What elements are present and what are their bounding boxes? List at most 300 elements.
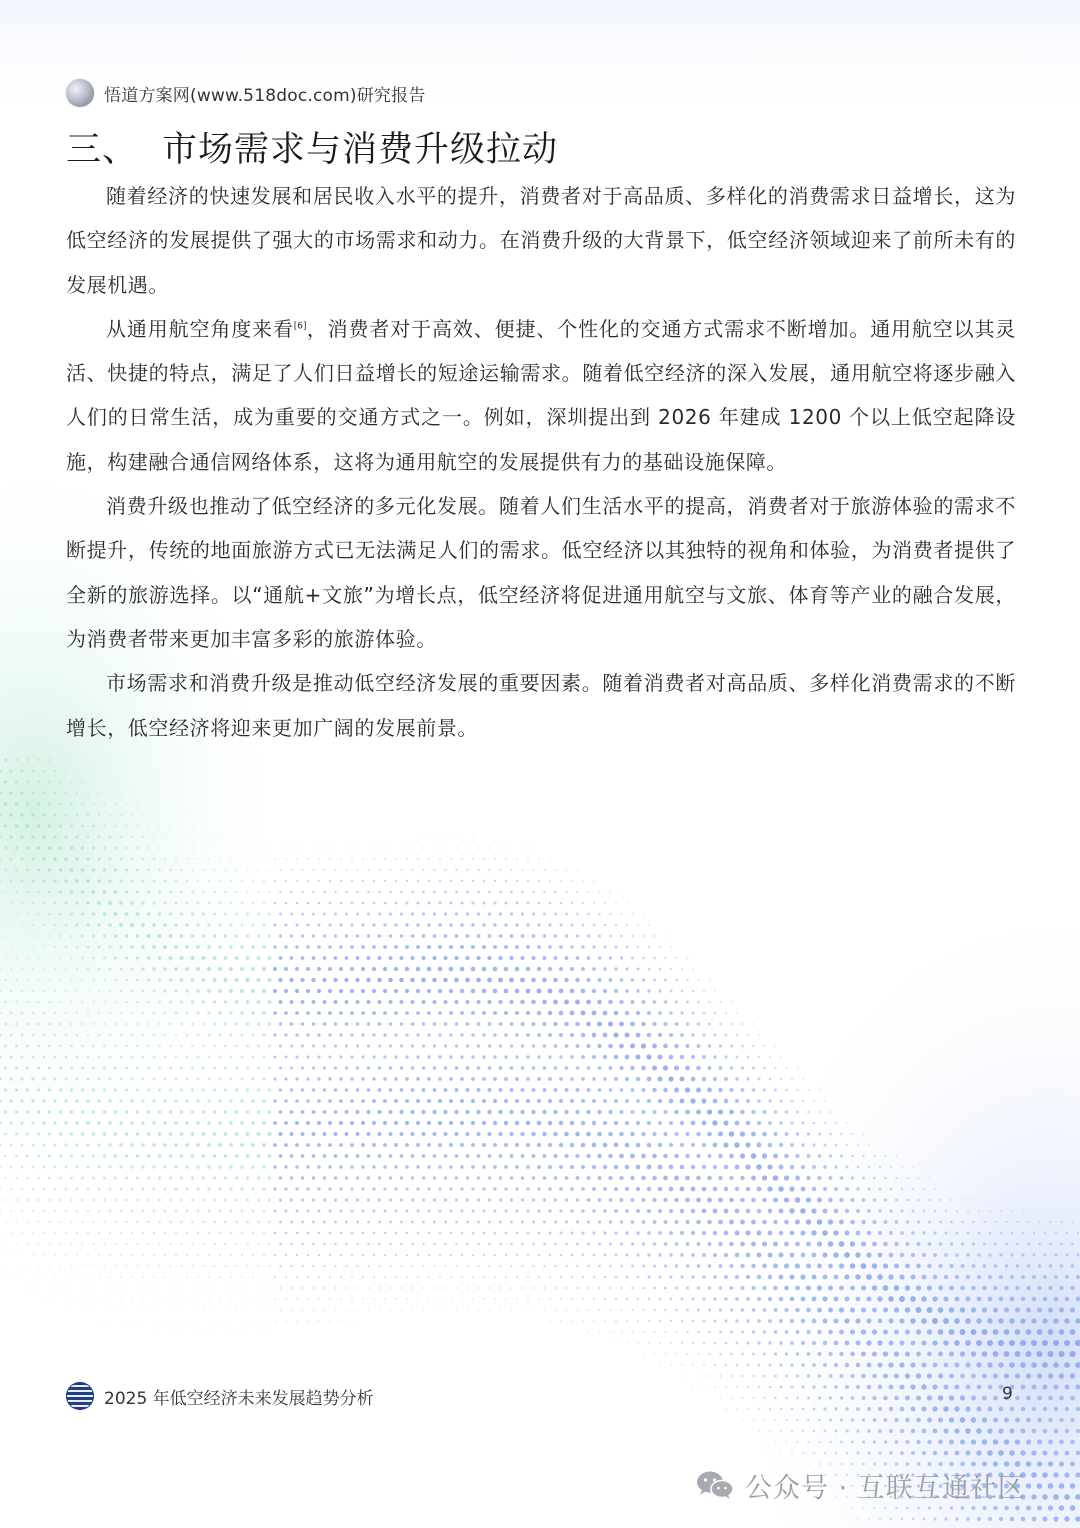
- background-dot: [548, 1187, 552, 1191]
- background-dot: [894, 1263, 899, 1268]
- background-dot: [329, 858, 331, 860]
- background-dot: [548, 1099, 552, 1103]
- background-dot: [115, 803, 117, 805]
- background-dot: [532, 934, 536, 938]
- background-dot: [54, 1012, 56, 1014]
- background-dot: [75, 1143, 78, 1146]
- background-dot: [570, 1033, 574, 1037]
- background-dot: [752, 1397, 754, 1399]
- background-dot: [4, 1088, 7, 1091]
- background-dot: [614, 1077, 618, 1081]
- background-dot: [289, 978, 293, 982]
- background-dot: [478, 847, 480, 849]
- background-dot: [477, 1243, 479, 1245]
- background-dot: [774, 1397, 776, 1399]
- background-dot: [630, 1132, 634, 1136]
- background-dot: [126, 1287, 128, 1289]
- background-dot: [103, 1177, 106, 1180]
- background-dot: [730, 1331, 733, 1334]
- background-dot: [664, 1000, 667, 1003]
- background-dot: [779, 1341, 783, 1345]
- background-dot: [1037, 1440, 1042, 1445]
- background-dot: [488, 1221, 491, 1224]
- background-dot: [625, 1011, 629, 1015]
- background-dot: [400, 1221, 403, 1224]
- background-dot: [301, 1221, 304, 1224]
- background-dot: [603, 1099, 607, 1103]
- background-dot: [736, 1056, 739, 1059]
- background-dot: [43, 990, 45, 992]
- background-dot: [692, 1012, 695, 1015]
- background-dot: [70, 1023, 72, 1025]
- background-dot: [576, 1198, 580, 1202]
- background-dot: [1022, 1210, 1024, 1212]
- background-dot: [1077, 1210, 1079, 1212]
- background-dot: [268, 1265, 270, 1267]
- background-dot: [449, 1187, 452, 1190]
- background-dot: [120, 1210, 123, 1213]
- background-dot: [444, 1243, 446, 1245]
- background-dot: [509, 1110, 513, 1114]
- background-dot: [213, 978, 217, 982]
- background-dot: [582, 1276, 584, 1278]
- background-dot: [26, 1088, 29, 1091]
- background-dot: [1009, 1362, 1015, 1368]
- background-dot: [159, 1287, 161, 1289]
- background-dot: [301, 1198, 304, 1201]
- background-dot: [4, 1177, 6, 1179]
- background-dot: [307, 858, 309, 860]
- background-dot: [658, 1165, 663, 1170]
- background-dot: [125, 956, 128, 959]
- background-dot: [185, 1187, 188, 1190]
- background-dot: [773, 1308, 777, 1312]
- background-dot: [796, 1111, 799, 1114]
- background-dot: [219, 836, 220, 837]
- background-dot: [807, 1441, 809, 1443]
- background-dot: [636, 967, 639, 970]
- background-dot: [103, 1110, 106, 1113]
- background-dot: [818, 1154, 822, 1158]
- background-dot: [339, 1099, 343, 1103]
- background-dot: [654, 1353, 656, 1355]
- background-dot: [344, 1132, 348, 1136]
- background-dot: [241, 1210, 244, 1213]
- background-dot: [119, 1165, 122, 1168]
- background-dot: [762, 1241, 767, 1246]
- background-dot: [339, 967, 343, 971]
- background-dot: [630, 1022, 635, 1027]
- background-dot: [725, 1034, 728, 1037]
- background-dot: [647, 1209, 651, 1213]
- background-dot: [65, 1254, 67, 1256]
- background-dot: [647, 1033, 652, 1038]
- background-dot: [81, 846, 84, 849]
- background-dot: [718, 1176, 722, 1180]
- background-dot: [549, 880, 551, 882]
- background-dot: [608, 1000, 613, 1005]
- background-dot: [49, 957, 51, 959]
- background-dot: [780, 1078, 782, 1080]
- background-dot: [257, 1221, 260, 1224]
- background-dot: [136, 1265, 138, 1267]
- background-dot: [317, 1187, 320, 1190]
- background-dot: [648, 1320, 650, 1322]
- background-dot: [471, 1165, 475, 1169]
- background-dot: [543, 1220, 546, 1223]
- background-dot: [164, 1078, 167, 1081]
- background-dot: [746, 1319, 749, 1322]
- background-dot: [43, 1012, 45, 1014]
- background-dot: [581, 1231, 584, 1234]
- background-dot: [372, 1055, 375, 1058]
- background-dot: [10, 1166, 13, 1169]
- background-dot: [922, 1275, 927, 1280]
- background-dot: [5, 1243, 7, 1245]
- background-dot: [197, 858, 199, 860]
- background-dot: [894, 1396, 899, 1401]
- background-dot: [48, 1110, 51, 1113]
- background-dot: [169, 1199, 172, 1202]
- background-dot: [43, 902, 46, 905]
- background-dot: [669, 1275, 672, 1278]
- background-dot: [15, 1177, 17, 1179]
- background-dot: [526, 1143, 530, 1147]
- background-dot: [565, 913, 568, 916]
- background-dot: [455, 1088, 459, 1092]
- background-dot: [207, 1011, 210, 1014]
- background-dot: [752, 1375, 754, 1377]
- background-dot: [751, 1110, 755, 1114]
- background-dot: [367, 1044, 370, 1047]
- background-dot: [796, 1419, 798, 1421]
- background-dot: [950, 1221, 953, 1224]
- background-dot: [104, 781, 106, 783]
- background-dot: [554, 934, 558, 938]
- background-dot: [652, 1132, 656, 1136]
- background-dot: [202, 1176, 205, 1179]
- background-dot: [983, 1264, 987, 1268]
- background-dot: [626, 946, 629, 949]
- background-dot: [31, 1077, 34, 1080]
- background-dot: [714, 1386, 716, 1388]
- background-dot: [175, 814, 176, 815]
- background-dot: [467, 1287, 469, 1289]
- background-dot: [630, 1000, 634, 1004]
- background-dot: [1010, 1275, 1014, 1279]
- background-dot: [757, 1297, 761, 1301]
- background-dot: [334, 956, 338, 960]
- background-dot: [97, 923, 100, 926]
- background-dot: [570, 1143, 574, 1147]
- background-dot: [411, 1066, 415, 1070]
- background-dot: [944, 1231, 947, 1234]
- background-dot: [412, 1309, 413, 1310]
- background-dot: [791, 1078, 793, 1080]
- background-dot: [43, 792, 46, 795]
- background-dot: [301, 891, 303, 893]
- background-dot: [498, 1000, 502, 1004]
- background-dot: [460, 1011, 464, 1015]
- background-dot: [982, 1374, 987, 1379]
- background-dot: [489, 1309, 490, 1310]
- background-dot: [895, 1199, 898, 1202]
- background-dot: [439, 1298, 441, 1300]
- background-dot: [15, 1155, 18, 1158]
- background-dot: [48, 1155, 51, 1158]
- background-dot: [92, 979, 94, 981]
- background-dot: [702, 1033, 705, 1036]
- background-dot: [158, 1001, 161, 1004]
- background-dot: [801, 1143, 805, 1147]
- background-dot: [537, 1033, 541, 1037]
- background-dot: [296, 1232, 299, 1235]
- background-dot: [307, 1298, 309, 1300]
- background-dot: [37, 781, 40, 784]
- background-dot: [785, 1352, 788, 1355]
- background-dot: [147, 978, 150, 981]
- background-dot: [346, 1287, 348, 1289]
- background-dot: [641, 1132, 645, 1136]
- background-dot: [37, 1045, 40, 1048]
- background-dot: [978, 1232, 981, 1235]
- background-dot: [844, 1230, 849, 1235]
- background-dot: [982, 1439, 988, 1445]
- background-dot: [878, 1451, 881, 1454]
- background-dot: [43, 1298, 44, 1299]
- background-dot: [675, 1264, 678, 1267]
- background-dot: [125, 934, 129, 938]
- background-dot: [543, 934, 547, 938]
- background-dot: [576, 934, 579, 937]
- background-dot: [839, 1374, 843, 1378]
- background-dot: [257, 1067, 260, 1070]
- background-dot: [460, 945, 464, 949]
- background-dot: [855, 1274, 860, 1279]
- background-dot: [181, 1309, 183, 1311]
- background-dot: [735, 1099, 739, 1103]
- background-dot: [301, 1000, 305, 1004]
- background-dot: [531, 1110, 535, 1114]
- background-dot: [559, 1121, 564, 1126]
- background-dot: [916, 1285, 921, 1290]
- background-dot: [549, 1232, 552, 1235]
- background-dot: [269, 1331, 270, 1332]
- background-dot: [763, 1067, 766, 1070]
- background-dot: [141, 923, 145, 927]
- background-dot: [844, 1252, 850, 1258]
- background-dot: [21, 1276, 23, 1278]
- background-dot: [456, 1287, 458, 1289]
- background-dot: [861, 1241, 866, 1246]
- background-dot: [702, 1297, 705, 1300]
- background-dot: [477, 1265, 479, 1267]
- background-dot: [868, 1166, 870, 1168]
- background-dot: [735, 1077, 739, 1081]
- background-dot: [691, 1297, 694, 1300]
- background-dot: [367, 934, 370, 937]
- background-dot: [642, 1220, 646, 1224]
- background-dot: [762, 1220, 767, 1225]
- background-dot: [257, 891, 259, 893]
- background-dot: [169, 1265, 171, 1267]
- background-dot: [284, 1011, 288, 1015]
- background-dot: [224, 1067, 227, 1070]
- background-dot: [779, 1363, 782, 1366]
- background-dot: [768, 1231, 773, 1236]
- background-dot: [174, 1187, 177, 1190]
- background-dot: [125, 868, 128, 871]
- background-dot: [301, 956, 305, 960]
- background-dot: [801, 1341, 805, 1345]
- background-dot: [323, 956, 327, 960]
- background-dot: [582, 924, 585, 927]
- background-dot: [1064, 1384, 1069, 1389]
- background-dot: [262, 1099, 265, 1102]
- background-dot: [246, 1000, 250, 1004]
- background-dot: [560, 1254, 563, 1257]
- background-dot: [92, 890, 96, 894]
- background-dot: [560, 1232, 563, 1235]
- background-dot: [142, 990, 145, 993]
- background-dot: [471, 1077, 475, 1081]
- background-dot: [433, 1221, 436, 1224]
- background-dot: [141, 1165, 144, 1168]
- background-dot: [746, 1275, 750, 1279]
- background-dot: [619, 1176, 623, 1180]
- background-dot: [945, 1210, 947, 1212]
- background-dot: [284, 945, 288, 949]
- background-dot: [340, 1210, 343, 1213]
- background-dot: [840, 1396, 844, 1400]
- background-dot: [713, 1297, 716, 1300]
- background-dot: [372, 1121, 376, 1125]
- background-dot: [675, 1309, 678, 1312]
- background-dot: [373, 858, 375, 860]
- background-dot: [989, 1232, 992, 1235]
- background-dot: [643, 1353, 644, 1354]
- background-dot: [493, 1165, 497, 1169]
- background-dot: [48, 824, 51, 827]
- background-dot: [37, 1110, 40, 1113]
- background-dot: [477, 912, 480, 915]
- background-dot: [943, 1296, 948, 1301]
- background-dot: [483, 1298, 485, 1300]
- page-number: 9: [1002, 1384, 1013, 1404]
- background-dot: [1064, 1472, 1069, 1477]
- background-dot: [773, 1154, 778, 1159]
- background-dot: [202, 1265, 204, 1267]
- background-dot: [900, 1451, 904, 1455]
- background-dot: [295, 1011, 299, 1015]
- background-dot: [42, 1121, 45, 1124]
- background-dot: [1026, 1329, 1032, 1335]
- background-dot: [949, 1286, 954, 1291]
- background-dot: [65, 924, 68, 927]
- background-dot: [592, 1209, 596, 1213]
- background-dot: [976, 1406, 981, 1411]
- background-dot: [405, 923, 408, 926]
- background-dot: [26, 1045, 29, 1048]
- background-dot: [642, 1309, 644, 1311]
- background-dot: [439, 880, 441, 882]
- background-dot: [581, 989, 586, 994]
- background-dot: [257, 1243, 260, 1246]
- background-dot: [516, 1276, 518, 1278]
- background-dot: [175, 858, 177, 860]
- background-dot: [610, 891, 612, 893]
- background-dot: [433, 934, 437, 938]
- background-dot: [158, 1265, 160, 1267]
- background-dot: [900, 1231, 904, 1235]
- background-dot: [169, 1154, 173, 1158]
- background-dot: [548, 945, 552, 949]
- background-dot: [593, 1254, 596, 1257]
- background-dot: [713, 1275, 717, 1279]
- background-dot: [1021, 1517, 1026, 1522]
- background-dot: [70, 1045, 73, 1048]
- background-dot: [520, 956, 524, 960]
- background-dot: [965, 1318, 971, 1324]
- background-dot: [257, 1045, 260, 1048]
- background-dot: [240, 1033, 243, 1036]
- background-dot: [878, 1407, 882, 1411]
- background-dot: [900, 1253, 905, 1258]
- background-dot: [993, 1329, 999, 1335]
- background-dot: [372, 1187, 375, 1190]
- background-dot: [493, 1033, 497, 1037]
- background-dot: [933, 1363, 938, 1368]
- background-dot: [60, 1287, 62, 1289]
- background-dot: [549, 858, 551, 860]
- background-dot: [674, 1044, 678, 1048]
- background-dot: [400, 1066, 404, 1070]
- background-dot: [229, 989, 233, 993]
- background-dot: [477, 1044, 480, 1047]
- background-dot: [203, 825, 204, 826]
- background-dot: [658, 1231, 662, 1235]
- background-dot: [10, 770, 13, 773]
- background-dot: [730, 1066, 734, 1070]
- background-dot: [317, 1143, 321, 1147]
- background-dot: [729, 1154, 734, 1159]
- background-dot: [707, 1154, 711, 1158]
- background-dot: [818, 1374, 822, 1378]
- background-dot: [433, 1044, 436, 1047]
- background-dot: [427, 1187, 430, 1190]
- background-dot: [740, 1176, 745, 1181]
- background-dot: [1054, 1429, 1058, 1433]
- background-dot: [526, 1209, 529, 1212]
- background-dot: [444, 1198, 447, 1201]
- background-dot: [899, 1384, 904, 1389]
- background-dot: [648, 968, 651, 971]
- background-dot: [1065, 1429, 1069, 1433]
- background-dot: [829, 1176, 833, 1180]
- background-dot: [872, 1285, 877, 1290]
- background-dot: [482, 1033, 485, 1036]
- background-dot: [427, 1077, 431, 1081]
- background-dot: [670, 1364, 672, 1366]
- background-dot: [663, 1110, 667, 1114]
- background-dot: [191, 1176, 194, 1179]
- background-dot: [718, 1154, 722, 1158]
- background-dot: [653, 1242, 657, 1246]
- background-dot: [521, 1022, 525, 1026]
- background-dot: [636, 1077, 640, 1081]
- background-dot: [141, 901, 144, 904]
- background-dot: [103, 1154, 106, 1157]
